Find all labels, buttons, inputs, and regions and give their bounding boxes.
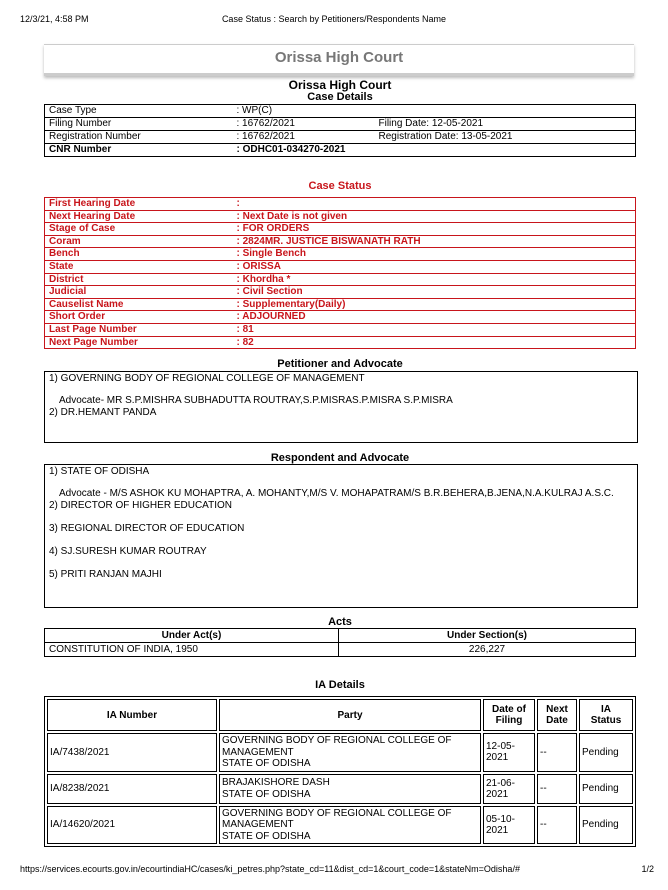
ia-next-date: -- (537, 806, 577, 845)
ia-party: BRAJAKISHORE DASH STATE OF ODISHA (219, 774, 481, 804)
ia-details-table (44, 696, 636, 847)
ia-number: IA/7438/2021 (47, 733, 217, 772)
ia-next-date: -- (537, 774, 577, 804)
status-value: : (233, 198, 636, 211)
status-label: Next Page Number (49, 336, 138, 348)
petitioner-advocate: Advocate- MR S.P.MISHRA SUBHADUTTA ROUTRAY,S.P.MISRAS.P.MISRA S.P.MISRA (59, 395, 453, 406)
registration-number-label: Registration Number (45, 131, 233, 144)
status-value: : 2824MR. JUSTICE BISWANATH RATH (233, 235, 636, 248)
table-row (45, 273, 636, 286)
petitioner-1: 1) GOVERNING BODY OF REGIONAL COLLEGE OF MANAGEMENT (49, 373, 365, 384)
filing-number-label: Filing Number (45, 118, 233, 131)
court-title: Orissa High Court (288, 78, 392, 92)
case-details-title: Case Details (307, 91, 373, 103)
table-row (45, 235, 636, 248)
respondent-1: 1) STATE OF ODISHA (49, 466, 150, 477)
court-banner (44, 44, 634, 76)
status-label: Judicial (45, 286, 233, 299)
status-value: : Khordha * (233, 273, 636, 286)
table-row (45, 629, 636, 643)
cnr-value: : ODHC01-034270-2021 (236, 144, 346, 155)
acts-table (44, 628, 636, 657)
respondent-box (44, 464, 638, 608)
page-number: 1/2 (641, 864, 654, 874)
table-row (47, 806, 633, 845)
ia-next-date: -- (537, 733, 577, 772)
respondent-2: 2) DIRECTOR OF HIGHER EDUCATION (49, 500, 232, 511)
ia-status: Pending (579, 774, 633, 804)
table-row (45, 144, 636, 157)
petitioner-title: Petitioner and Advocate (277, 358, 403, 370)
filing-date: Filing Date: 12-05-2021 (375, 118, 636, 131)
col-ia-status: IA Status (579, 699, 633, 731)
status-value: : 81 (233, 323, 636, 336)
respondent-5: 5) PRITI RANJAN MAJHI (49, 569, 162, 580)
case-status-table (44, 197, 636, 349)
page-url: https://services.ecourts.gov.in/ecourtindiaHC/cases/ki_petres.php?state_cd=11&dist_cd=1&court_code=1&stateNm=Odisha/# (20, 864, 520, 874)
filing-number-value: : 16762/2021 (233, 118, 375, 131)
status-value: : Next Date is not given (233, 210, 636, 223)
ia-party: GOVERNING BODY OF REGIONAL COLLEGE OF MANAGEMENT STATE OF ODISHA (219, 806, 481, 845)
col-date-of-filing: Date of Filing (483, 699, 535, 731)
respondent-4: 4) SJ.SURESH KUMAR ROUTRAY (49, 546, 207, 557)
section-value: 226,227 (339, 643, 636, 657)
table-row (45, 131, 636, 144)
act-value: CONSTITUTION OF INDIA, 1950 (45, 643, 339, 657)
table-row (45, 286, 636, 299)
table-row (45, 311, 636, 324)
status-value: : FOR ORDERS (233, 223, 636, 236)
table-row (45, 260, 636, 273)
ia-filing-date: 12-05-2021 (483, 733, 535, 772)
table-row (45, 248, 636, 261)
status-label: Last Page Number (45, 323, 233, 336)
case-details-table (44, 104, 636, 157)
status-label: Next Hearing Date (45, 210, 233, 223)
table-row (45, 336, 636, 349)
ia-number: IA/14620/2021 (47, 806, 217, 845)
status-label: Bench (45, 248, 233, 261)
status-label: District (45, 273, 233, 286)
col-next-date: Next Date (537, 699, 577, 731)
respondent-3: 3) REGIONAL DIRECTOR OF EDUCATION (49, 523, 245, 534)
table-row (47, 774, 633, 804)
table-row (45, 323, 636, 336)
cnr-label: CNR Number (49, 144, 112, 155)
col-ia-number: IA Number (47, 699, 217, 731)
status-value: : Civil Section (233, 286, 636, 299)
ia-filing-date: 05-10-2021 (483, 806, 535, 845)
col-party: Party (219, 699, 481, 731)
ia-status: Pending (579, 806, 633, 845)
banner-title: Orissa High Court (274, 49, 404, 66)
status-label: Short Order (45, 311, 233, 324)
ia-number: IA/8238/2021 (47, 774, 217, 804)
col-under-section: Under Section(s) (339, 629, 636, 643)
respondent-title: Respondent and Advocate (270, 452, 410, 464)
status-label: Coram (45, 235, 233, 248)
ia-title: IA Details (315, 679, 365, 691)
table-row (47, 733, 633, 772)
table-row (45, 198, 636, 211)
ia-status: Pending (579, 733, 633, 772)
status-label: First Hearing Date (45, 198, 233, 211)
print-datetime: 12/3/21, 4:58 PM (20, 14, 89, 24)
status-value: : Single Bench (233, 248, 636, 261)
ia-party: GOVERNING BODY OF REGIONAL COLLEGE OF MANAGEMENT STATE OF ODISHA (219, 733, 481, 772)
registration-number-value: : 16762/2021 (233, 131, 375, 144)
table-row (45, 210, 636, 223)
ia-filing-date: 21-06-2021 (483, 774, 535, 804)
case-status-title: Case Status (308, 180, 372, 192)
status-label: Causelist Name (45, 298, 233, 311)
status-value: : Supplementary(Daily) (233, 298, 636, 311)
status-label: State (45, 260, 233, 273)
registration-date: Registration Date: 13-05-2021 (375, 131, 636, 144)
table-row (45, 223, 636, 236)
case-type-value: : WP(C) (233, 105, 636, 118)
table-row (45, 298, 636, 311)
table-row (45, 118, 636, 131)
status-value: : ADJOURNED (233, 311, 636, 324)
table-row (45, 105, 636, 118)
status-value: : ORISSA (233, 260, 636, 273)
status-value: : 82 (236, 336, 254, 348)
acts-title: Acts (328, 616, 352, 628)
table-row (47, 699, 633, 731)
print-page-title: Case Status : Search by Petitioners/Respondents Name (221, 14, 447, 24)
table-row (45, 643, 636, 657)
case-type-label: Case Type (45, 105, 233, 118)
petitioner-2: 2) DR.HEMANT PANDA (49, 407, 157, 418)
col-under-act: Under Act(s) (45, 629, 339, 643)
petitioner-box (44, 371, 638, 443)
respondent-advocate: Advocate - M/S ASHOK KU MOHAPTRA, A. MOHANTY,M/S V. MOHAPATRAM/S B.R.BEHERA,B.JENA,N.A.KULRAJ A.S.C. (59, 488, 614, 499)
status-label: Stage of Case (45, 223, 233, 236)
